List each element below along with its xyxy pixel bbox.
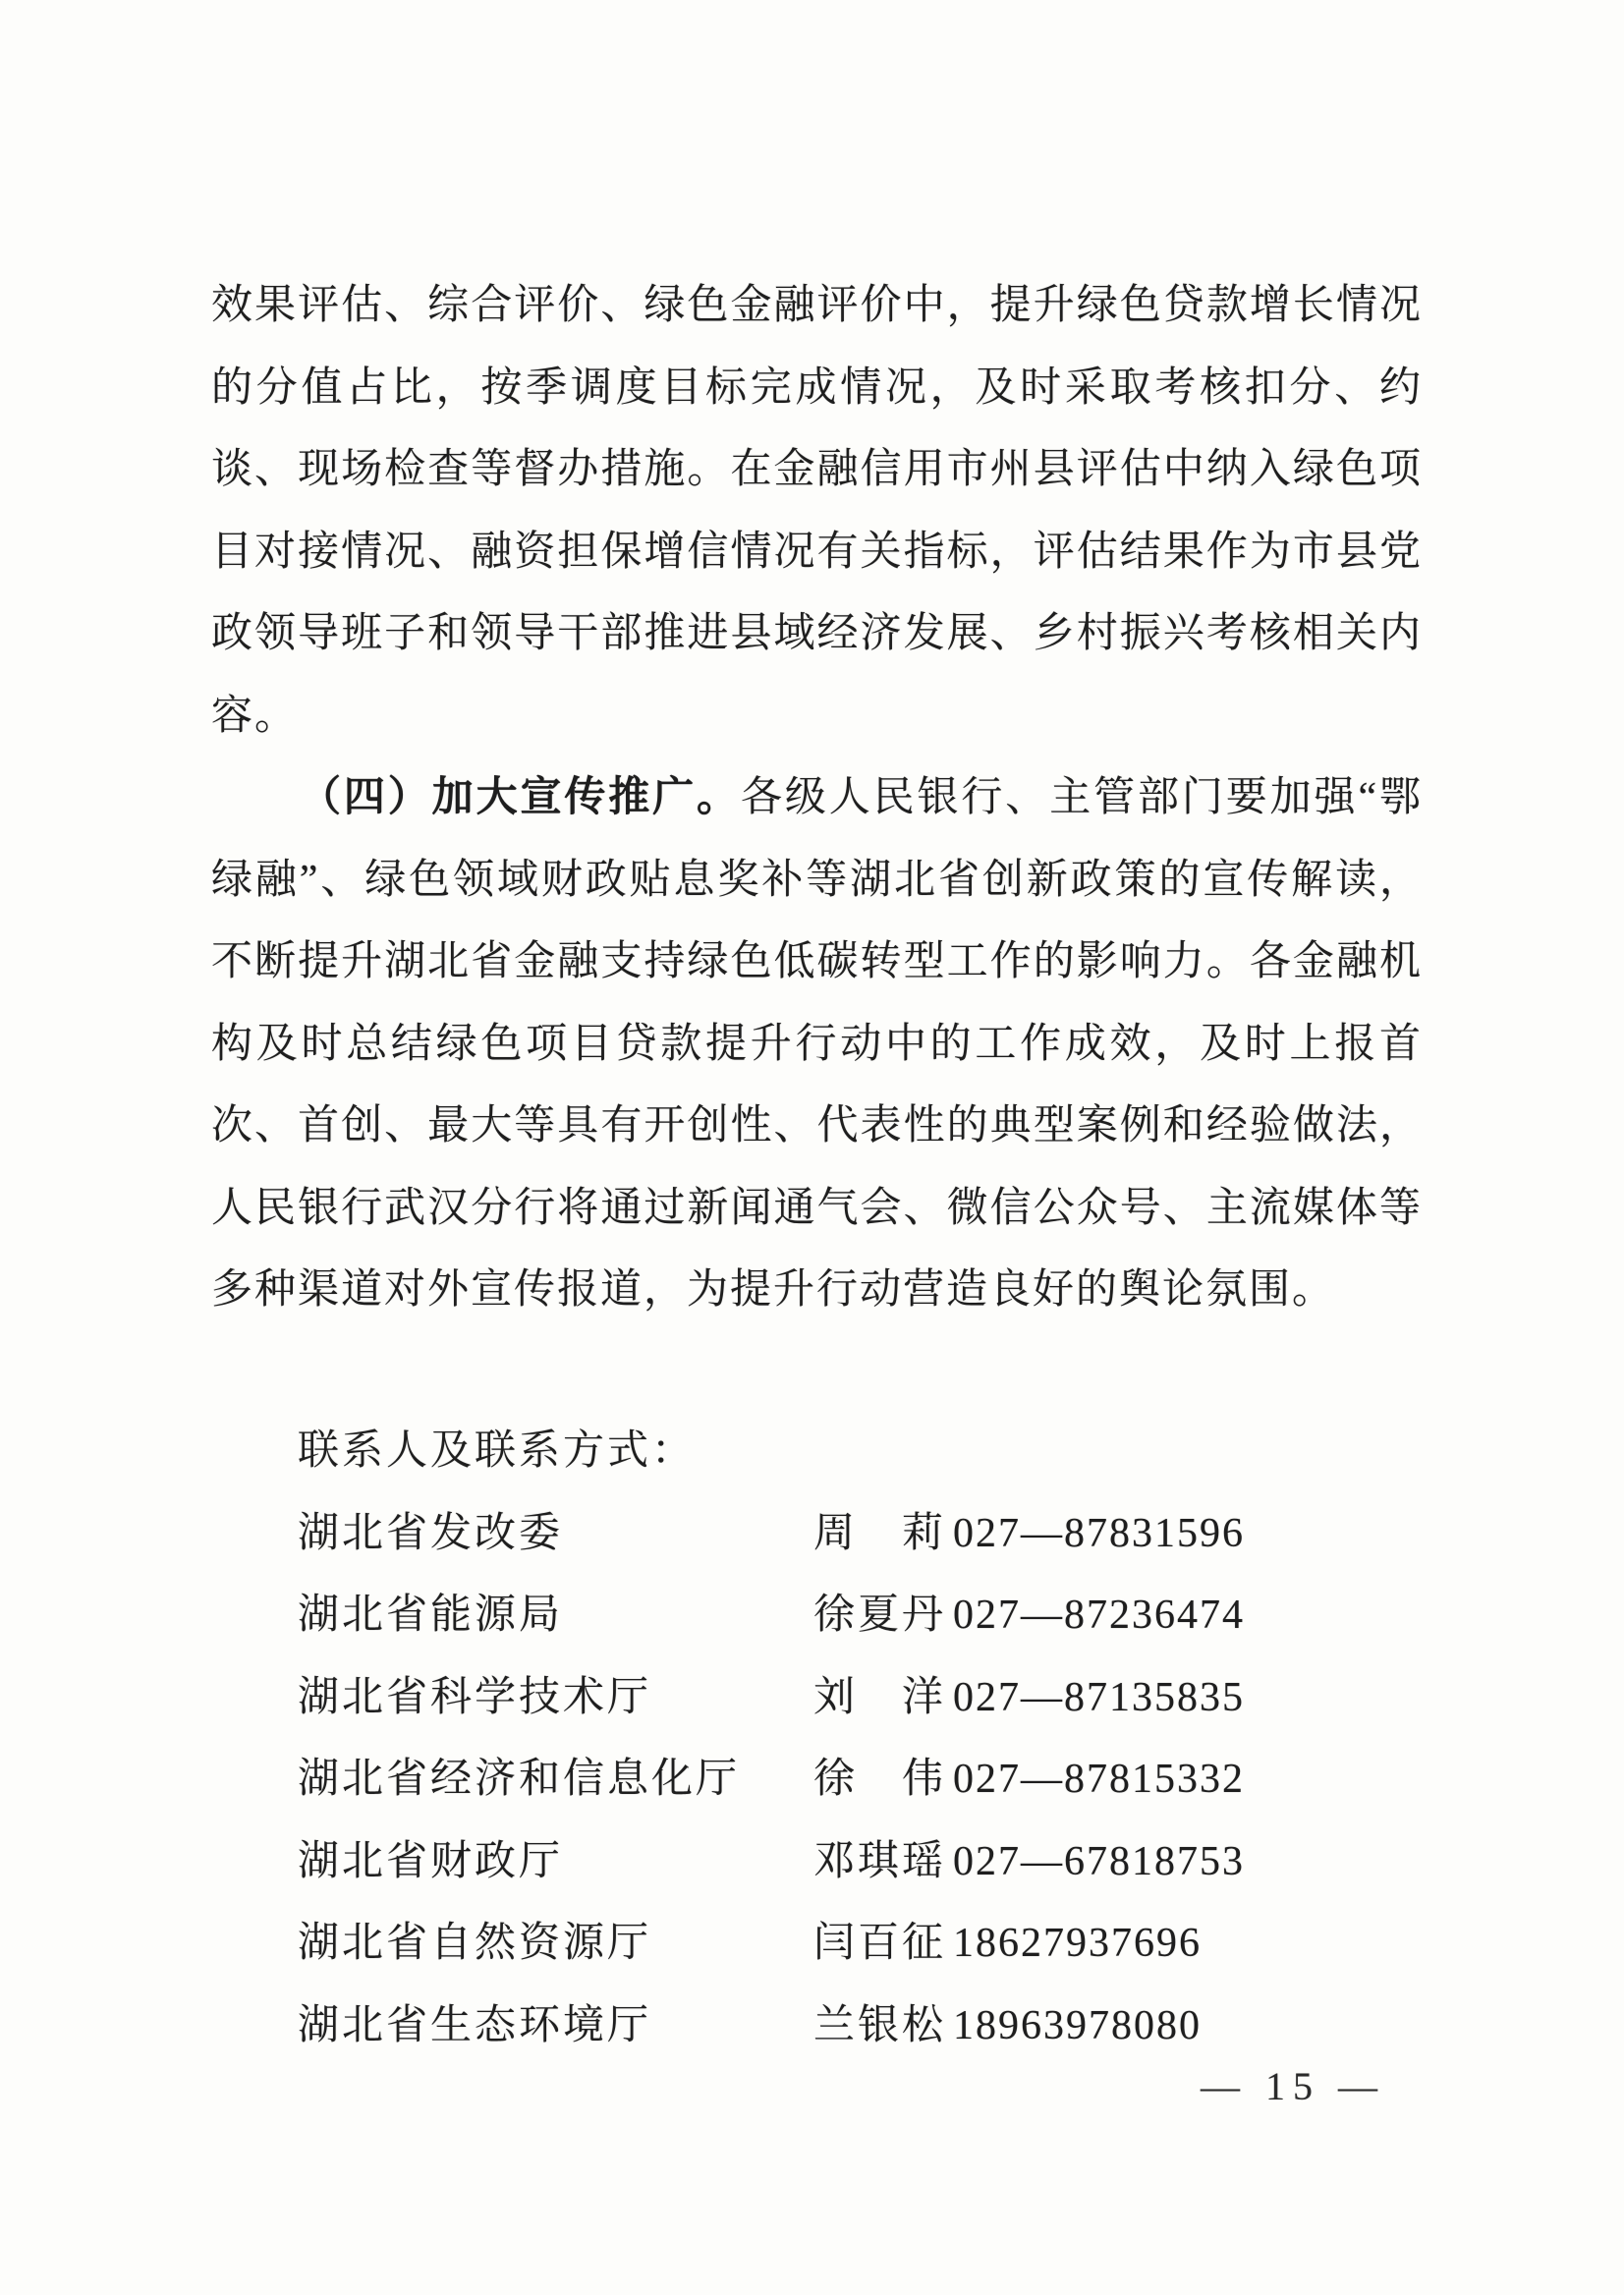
- contact-dept: 湖北省发改委: [298, 1510, 564, 1556]
- contact-row: [298, 1903, 1428, 1986]
- contact-dept: 湖北省能源局: [298, 1593, 564, 1638]
- contact-section: [298, 1411, 1428, 2067]
- contact-row: [298, 1821, 1428, 1904]
- contact-heading: 联系人及联系方式：: [298, 1428, 697, 1474]
- contact-row: [298, 1739, 1428, 1821]
- contact-dept: 湖北省生态环境厅: [298, 2002, 652, 2048]
- contact-name: 刘 洋: [813, 1674, 947, 1720]
- body-text: [211, 265, 1423, 1332]
- contact-phone: 18627937696: [953, 1921, 1202, 1966]
- contact-phone: 027—87831596: [953, 1510, 1245, 1556]
- paragraph: 效果评估、综合评价、绿色金融评价中，提升绿色贷款增长情况的分值占比，按季调度目标完成情况，及时采取考核扣分、约谈、现场检查等督办措施。在金融信用市州县评估中纳入绿色项目对接情况、融资担保增信情况有关指标，评估结果作为市县党政领导班子和领导干部推进县域经济发展、乡村振兴考核相关内容。: [211, 283, 1423, 739]
- contact-name: 周 莉: [813, 1510, 947, 1556]
- contact-phone: 027—87135835: [953, 1674, 1245, 1720]
- contact-dept: 湖北省科学技术厅: [298, 1674, 652, 1720]
- contact-name: 徐夏丹: [813, 1593, 947, 1638]
- contact-row: [298, 1493, 1428, 1576]
- contact-dept: 湖北省财政厅: [298, 1838, 564, 1884]
- contact-dept: 湖北省自然资源厅: [298, 1921, 652, 1966]
- contact-row: [298, 1986, 1428, 2068]
- page-number: — 15 —: [1201, 2064, 1385, 2108]
- contact-name: 闫百征: [813, 1921, 947, 1966]
- contact-phone: 027—67818753: [953, 1838, 1245, 1884]
- paragraph-lead: （四）加大宣传推广。: [300, 775, 741, 820]
- contact-row: [298, 1657, 1428, 1740]
- contact-name: 徐 伟: [813, 1757, 947, 1802]
- contact-name: 邓琪瑶: [813, 1838, 947, 1884]
- contact-phone: 027—87236474: [953, 1593, 1245, 1638]
- contact-phone: 18963978080: [953, 2002, 1202, 2048]
- contact-name: 兰银松: [813, 2002, 947, 2048]
- contact-row: [298, 1575, 1428, 1657]
- paragraph: （四）加大宣传推广。各级人民银行、主管部门要加强“鄂绿融”、绿色领域财政贴息奖补等湖北省创新政策的宣传解读，不断提升湖北省金融支持绿色低碳转型工作的影响力。各金融机构及时总结绿色项目贷款提升行动中的工作成效，及时上报首次、首创、最大等具有开创性、代表性的典型案例和经验做法，人民银行武汉分行将通过新闻通气会、微信公众号、主流媒体等多种渠道对外宣传报道，为提升行动营造良好的舆论氛围。: [211, 775, 1423, 1313]
- contact-dept: 湖北省经济和信息化厅: [298, 1757, 741, 1802]
- contact-phone: 027—87815332: [953, 1757, 1245, 1802]
- contact-rows: [298, 1493, 1428, 2068]
